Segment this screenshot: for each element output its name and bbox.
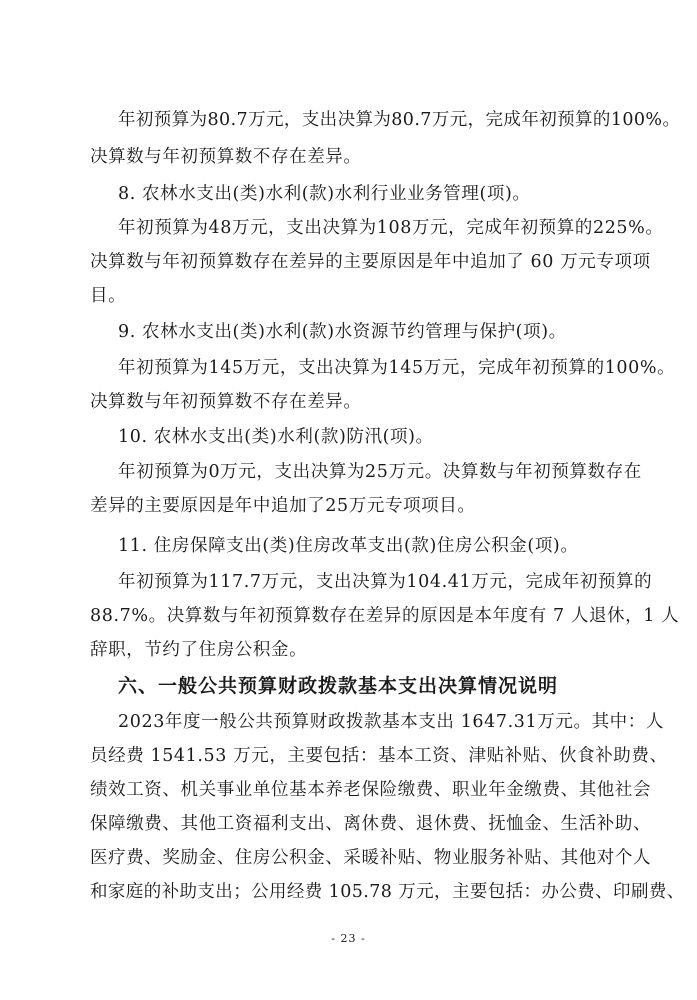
section-heading: 六、一般公共预算财政拨款基本支出决算情况说明 [118,675,559,697]
item-heading: 10. 农林水支出(类)水利(款)防汛(项)。 [118,427,434,447]
text-line: 年初预算为145万元，支出决算为145万元，完成年初预算的100%。 [118,358,676,378]
text-line: 年初预算为0万元，支出决算为25万元。决算数与年初预算数存在 [118,462,642,482]
text-line: 年初预算为80.7万元，支出决算为80.7万元，完成年初预算的100%。 [118,110,681,130]
text-line: 保障缴费、其他工资福利支出、离休费、退休费、抚恤金、生活补助、 [90,814,652,834]
text-line: 决算数与年初预算数不存在差异。 [90,147,362,167]
text-line: 2023年度一般公共预算财政拨款基本支出 1647.31万元。其中：人 [118,712,664,732]
text-line: 决算数与年初预算数存在差异的主要原因是年中追加了 60 万元专项项 [90,252,651,272]
text-line: 年初预算为117.7万元，支出决算为104.41万元，完成年初预算的 [118,572,653,592]
item-heading: 8. 农林水支出(类)水利(款)水利行业业务管理(项)。 [118,184,531,204]
text-line: 员经费 1541.53 万元，主要包括：基本工资、津贴补贴、伙食补助费、 [90,746,668,766]
text-line: 和家庭的补助支出；公用经费 105.78 万元，主要包括：办公费、印刷费、 [90,882,685,902]
item-heading: 9. 农林水支出(类)水利(款)水资源节约管理与保护(项)。 [118,322,567,342]
text-line: 医疗费、奖励金、住房公积金、采暖补贴、物业服务补贴、其他对个人 [90,848,652,868]
text-line: 差异的主要原因是年中追加了25万元专项项目。 [90,496,476,516]
text-line: 目。 [90,286,127,306]
text-line: 88.7%。决算数与年初预算数存在差异的原因是本年度有 7 人退休，1 人 [90,606,680,626]
text-line: 辞职，节约了住房公积金。 [90,640,308,660]
text-line: 绩效工资、机关事业单位基本养老保险缴费、职业年金缴费、其他社会 [90,780,652,800]
item-heading: 11. 住房保障支出(类)住房改革支出(款)住房公积金(项)。 [118,536,579,556]
text-line: 决算数与年初预算数不存在差异。 [90,392,362,412]
text-line: 年初预算为48万元，支出决算为108万元，完成年初预算的225%。 [118,218,664,238]
page-number: - 23 - [331,932,366,945]
